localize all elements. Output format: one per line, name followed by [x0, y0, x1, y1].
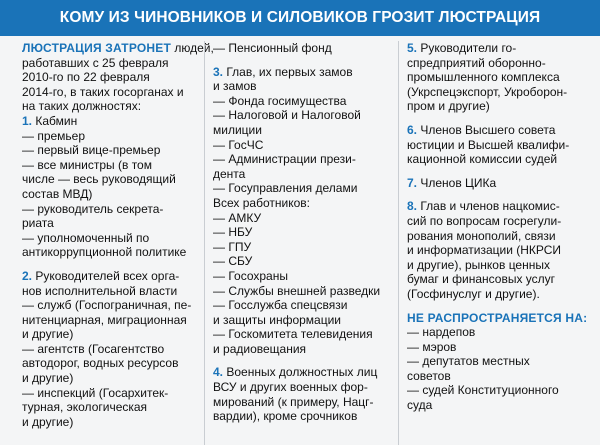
line-text: милиции [213, 122, 262, 137]
line-text: и радиовещания [213, 341, 307, 356]
spacer [407, 114, 598, 123]
column-1 [12, 41, 214, 445]
text-line [407, 199, 598, 214]
line-text: Военных должностных лиц [223, 365, 378, 380]
line-text: — Службы внешней разведки [213, 283, 381, 298]
text-line [22, 269, 204, 284]
text-line [22, 327, 204, 342]
line-text: и замов [213, 79, 257, 94]
line-text: нитенциарная, миграционная [22, 312, 187, 327]
text-line [213, 254, 398, 269]
text-line [407, 398, 598, 413]
item-number: 5. [407, 41, 418, 55]
text-line [22, 371, 204, 386]
text-line [213, 181, 398, 196]
text-line [407, 325, 598, 340]
text-line [22, 298, 204, 313]
line-text: — ГосЧС [213, 137, 264, 152]
text-line [407, 152, 598, 167]
text-line [407, 99, 598, 114]
text-line [22, 400, 204, 415]
text-line [22, 284, 204, 299]
item-number: 4. [213, 365, 224, 380]
item-number: 7. [407, 175, 418, 190]
text-line [407, 287, 598, 302]
text-line [407, 383, 598, 398]
text-line [407, 311, 598, 326]
infographic-title: КОМУ ИЗ ЧИНОВНИКОВ И СИЛОВИКОВ ГРОЗИТ ЛЮСТРАЦИЯ [0, 0, 600, 36]
text-line [213, 196, 398, 211]
line-text: Всех работников: [213, 195, 310, 210]
item-number: 2. [22, 268, 33, 283]
text-line [22, 216, 204, 231]
line-text: ВСУ и других военных фор- [213, 380, 368, 395]
line-text: — Пенсионный фонд [213, 41, 332, 55]
spacer [407, 190, 598, 199]
text-line [22, 313, 204, 328]
text-line [407, 272, 598, 287]
line-text: — Госуправления делами [213, 181, 358, 196]
line-text: и информатизации (НКРСИ [407, 243, 562, 258]
line-text: промышленного комплекса [407, 70, 560, 85]
line-text: — АМКУ [213, 210, 262, 225]
accent-heading: ЛЮСТРАЦИЯ ЗАТРОНЕТ [22, 41, 171, 55]
line-text: — все министры (в том [22, 157, 152, 172]
line-text: — нардепов [407, 325, 476, 340]
item-number: 1. [22, 113, 33, 128]
line-text: и другие), рынков ценных [407, 257, 550, 272]
line-text: юстиции и Высшей квалифи- [407, 137, 570, 152]
text-line [407, 176, 598, 191]
line-text: 2010-го по 22 февраля [22, 70, 150, 85]
text-line [407, 354, 598, 369]
text-line [22, 85, 204, 100]
text-line [213, 167, 398, 182]
text-line [22, 202, 204, 217]
spacer [407, 302, 598, 311]
text-line [407, 229, 598, 244]
line-text: Глав и членов нацкомис- [417, 199, 560, 214]
line-text: числе — весь руководящий [22, 172, 176, 187]
text-line [22, 356, 204, 371]
line-text: — НБУ [213, 225, 253, 240]
text-line [213, 269, 398, 284]
text-line [213, 79, 398, 94]
line-text: автодорог, водных ресурсов [22, 356, 179, 371]
text-line [213, 365, 398, 380]
text-line [213, 342, 398, 357]
text-line [213, 240, 398, 255]
text-line [22, 41, 214, 56]
line-text: — премьер [22, 128, 86, 143]
text-line [213, 108, 398, 123]
line-text: состав МВД) [22, 186, 93, 201]
line-text: — руководитель секрета- [22, 201, 164, 216]
line-text: и другие) [22, 371, 74, 386]
item-number: 3. [213, 64, 224, 79]
line-text: кационной комиссии судей [407, 152, 558, 167]
line-text: и защиты информации [213, 312, 341, 327]
text-line [22, 187, 204, 202]
text-line [22, 342, 204, 357]
text-line [22, 114, 204, 129]
text-line [407, 85, 598, 100]
line-text: вардии), кроме срочников [213, 409, 358, 424]
line-text: антикоррупционной политике [22, 245, 187, 260]
text-line [407, 258, 598, 273]
line-text: бумаг и финансовых услуг [407, 272, 556, 287]
text-line [22, 143, 204, 158]
text-line [407, 243, 598, 258]
text-line [22, 70, 204, 85]
line-text: советов [407, 368, 451, 383]
text-line [22, 386, 204, 401]
line-text: Глав, их первых замов [223, 64, 353, 79]
line-text: Членов Высшего совета [417, 122, 556, 137]
line-text: — инспекций (Госархитек- [22, 385, 169, 400]
text-line [22, 56, 204, 71]
text-line [22, 245, 204, 260]
text-line [407, 369, 598, 384]
line-text: нов исполнительной власти [22, 283, 178, 298]
text-line [213, 409, 398, 424]
text-line [22, 99, 204, 114]
line-text: людей, [171, 41, 214, 55]
line-text: дента [213, 166, 246, 181]
line-text: — Администрации прези- [213, 152, 356, 167]
line-text: мирований (к примеру, Нацг- [213, 394, 374, 409]
text-line [407, 123, 598, 138]
line-text: риата [22, 216, 54, 231]
line-text: работавших с 25 февраля [22, 55, 169, 70]
text-line [213, 313, 398, 328]
line-text: сий по вопросам госрегули- [407, 213, 562, 228]
line-text: (Укрспецэкспорт, Укроборон- [407, 84, 568, 99]
text-line [22, 158, 204, 173]
column-2 [204, 41, 398, 445]
line-text: — Налоговой и Налоговой [213, 108, 361, 123]
spacer [213, 56, 398, 65]
text-line [213, 123, 398, 138]
text-line [213, 225, 398, 240]
line-text: — первый вице-премьер [22, 143, 161, 158]
line-text: — Госслужба спецсвязи [213, 298, 348, 313]
text-line [407, 70, 598, 85]
text-line [407, 214, 598, 229]
line-text: пром и другие) [407, 99, 490, 114]
line-text: — Фонда госимущества [213, 93, 347, 108]
line-text: Кабмин [32, 113, 78, 128]
text-line [213, 211, 398, 226]
item-number: 8. [407, 199, 418, 214]
line-text: — Госкомитета телевидения [213, 327, 373, 342]
text-line [407, 41, 598, 56]
text-line [213, 395, 398, 410]
text-line [213, 152, 398, 167]
text-line [213, 284, 398, 299]
text-line [407, 56, 598, 71]
accent-heading: НЕ РАСПРОСТРАНЯЕТСЯ НА: [407, 310, 588, 325]
text-line [213, 94, 398, 109]
spacer [213, 356, 398, 365]
line-text: — агентств (Госагентство [22, 341, 165, 356]
line-text: — судей Конституционного [407, 383, 559, 398]
line-text: — служб (Госпограничная, пе- [22, 298, 192, 313]
line-text: и другие) [22, 327, 74, 342]
text-line [213, 327, 398, 342]
line-text: рования монополий, связи [407, 228, 556, 243]
line-text: спредприятий оборонно- [407, 55, 546, 70]
line-text: — мэров [407, 339, 457, 354]
spacer [22, 260, 204, 269]
text-line [22, 415, 204, 430]
line-text: на таких должностях: [22, 99, 142, 114]
line-text: — депутатов местных [407, 354, 530, 369]
line-text: — уполномоченный по [22, 230, 150, 245]
spacer [407, 167, 598, 176]
text-line [213, 65, 398, 80]
text-line [407, 138, 598, 153]
item-number: 6. [407, 122, 418, 137]
line-text: суда [407, 398, 433, 413]
line-text: Руководителей всех орга- [32, 268, 180, 283]
column-3 [398, 41, 598, 445]
line-text: (Госфинуслуг и другие). [407, 286, 540, 301]
text-line [22, 129, 204, 144]
text-line [407, 340, 598, 355]
text-line [213, 380, 398, 395]
text-line [22, 172, 204, 187]
text-line [213, 138, 398, 153]
line-text: Руководители го- [417, 41, 517, 55]
line-text: 2014-го, в таких госорганах и [22, 84, 184, 99]
text-line [213, 298, 398, 313]
line-text: Членов ЦИКа [417, 175, 497, 190]
text-line [22, 231, 204, 246]
line-text: — СБУ [213, 254, 253, 269]
line-text: — Госохраны [213, 268, 288, 283]
line-text: — ГПУ [213, 239, 252, 254]
line-text: турная, экологическая [22, 400, 148, 415]
text-line [213, 41, 398, 56]
line-text: и другие) [22, 414, 74, 429]
